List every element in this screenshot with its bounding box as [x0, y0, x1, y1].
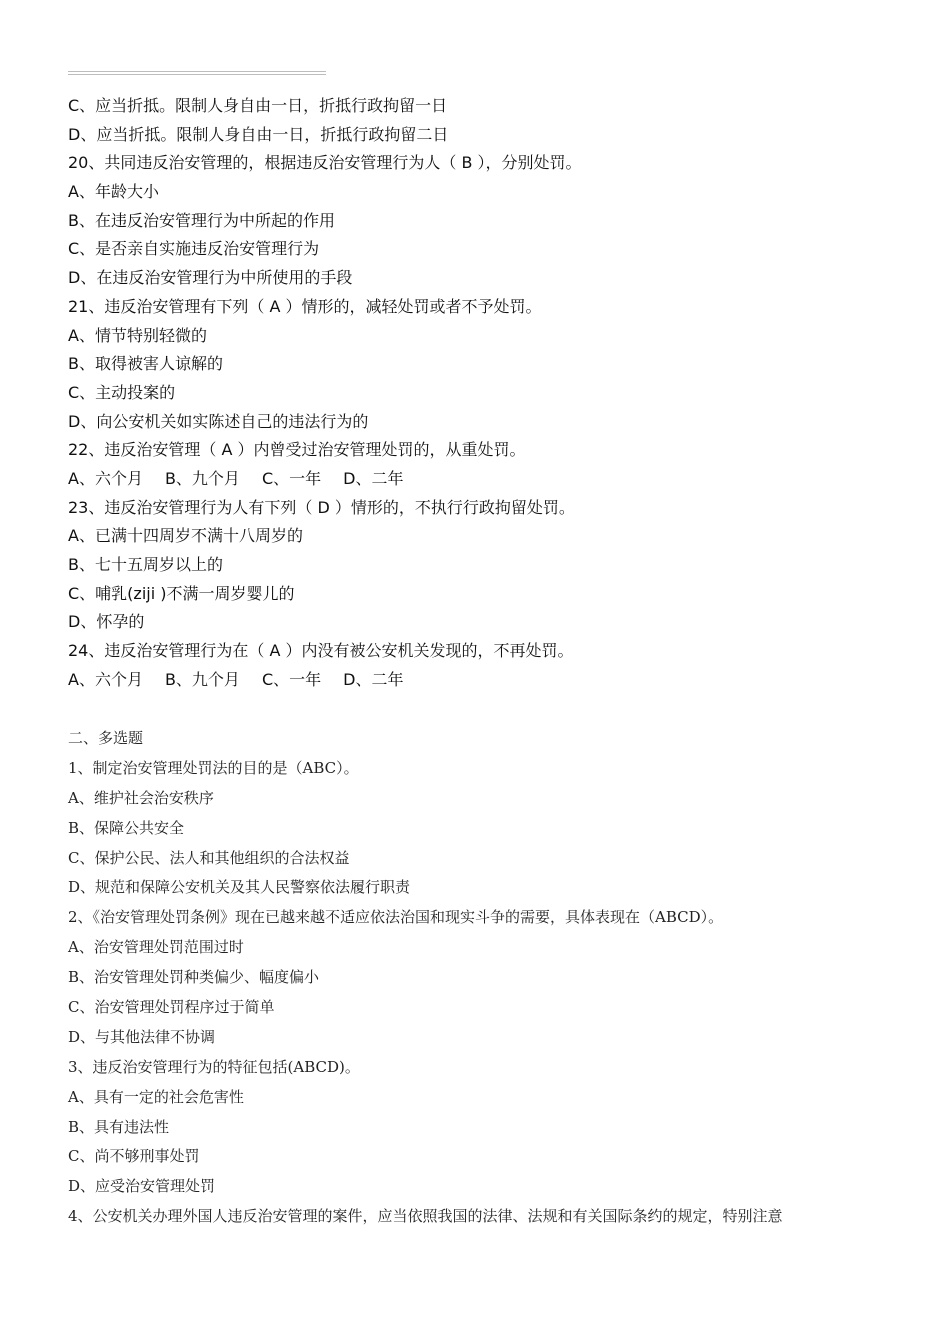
option-line: D、与其他法律不协调: [68, 1027, 216, 1046]
option-line: C、保护公民、法人和其他组织的合法权益: [68, 848, 350, 867]
option-line: D、向公安机关如实陈述自己的违法行为的: [68, 411, 369, 431]
text-line: D、应当折抵。限制人身自由一日，折抵行政拘留二日: [68, 124, 449, 144]
option-line: A、年龄大小: [68, 182, 159, 202]
single-choice-section: [68, 92, 908, 694]
option-line: D、在违反治安管理行为中所使用的手段: [68, 268, 353, 288]
multiple-choice-section: [68, 724, 908, 1232]
option-line: D、规范和保障公安机关及其人民警察依法履行职责: [68, 878, 411, 897]
option-line: B、治安管理处罚种类偏少、幅度偏小: [68, 968, 320, 987]
question-1: 1、制定治安管理处罚法的目的是（ABC）。: [68, 758, 359, 777]
option-line: C、治安管理处罚程序过于简单: [68, 998, 275, 1017]
option-line: B、保障公共安全: [68, 818, 185, 837]
question-20: 20、共同违反治安管理的，根据违反治安管理行为人（ B ），分别处罚。: [68, 153, 582, 173]
header-rule: [68, 71, 326, 75]
option-a: A、六个月: [68, 669, 143, 689]
option-line: A、治安管理处罚范围过时: [68, 938, 244, 957]
option-line: B、取得被害人谅解的: [68, 354, 223, 374]
option-line: D、怀孕的: [68, 612, 145, 632]
option-line: C、尚不够刑事处罚: [68, 1147, 200, 1166]
question-24: 24、违反治安管理行为在（ A ）内没有被公安机关发现的，不再处罚。: [68, 641, 574, 661]
question-22-options: [68, 465, 908, 494]
option-line: B、七十五周岁以上的: [68, 555, 223, 574]
option-b: B、九个月: [164, 468, 240, 488]
option-line: B、在违反治安管理行为中所起的作用: [68, 210, 335, 230]
option-line: C、是否亲自实施违反治安管理行为: [68, 239, 320, 259]
option-d: D、二年: [343, 669, 404, 689]
option-b: B、九个月: [164, 669, 240, 689]
option-line: C、主动投案的: [68, 382, 176, 402]
question-23: 23、违反治安管理行为人有下列（ D ）情形的，不执行行政拘留处罚。: [68, 497, 575, 517]
question-21: 21、违反治安管理有下列（ A ）情形的，减轻处罚或者不予处罚。: [68, 296, 542, 316]
option-d: D、二年: [343, 468, 404, 488]
option-line: A、已满十四周岁不满十八周岁的: [68, 526, 303, 546]
option-line: A、具有一定的社会危害性: [68, 1087, 244, 1106]
text-line: C、应当折抵。限制人身自由一日，折抵行政拘留一日: [68, 96, 448, 115]
question-2: 2、《治安管理处罚条例》现在已越来越不适应依法治国和现实斗争的需要，具体表现在（ABCD）。: [68, 908, 724, 927]
option-line: A、情节特别轻微的: [68, 325, 207, 345]
option-c: C、一年: [261, 669, 322, 689]
option-line: B、具有违法性: [68, 1117, 170, 1136]
option-line: D、应受治安管理处罚: [68, 1177, 216, 1196]
option-line: C、哺乳(ziji )不满一周岁婴儿的: [68, 583, 295, 603]
option-line: A、维护社会治安秩序: [68, 788, 214, 807]
option-c: C、一年: [261, 468, 322, 488]
question-24-options: [68, 666, 908, 695]
section-heading: 二、多选题: [68, 729, 144, 747]
question-3: 3、违反治安管理行为的特征包括(ABCD)。: [68, 1057, 360, 1076]
option-a: A、六个月: [68, 468, 143, 488]
question-4: 4、公安机关办理外国人违反治安管理的案件，应当依照我国的法律、法规和有关国际条约的规定，特别注意: [68, 1207, 783, 1226]
question-22: 22、违反治安管理（ A ）内曾受过治安管理处罚的，从重处罚。: [68, 440, 526, 460]
